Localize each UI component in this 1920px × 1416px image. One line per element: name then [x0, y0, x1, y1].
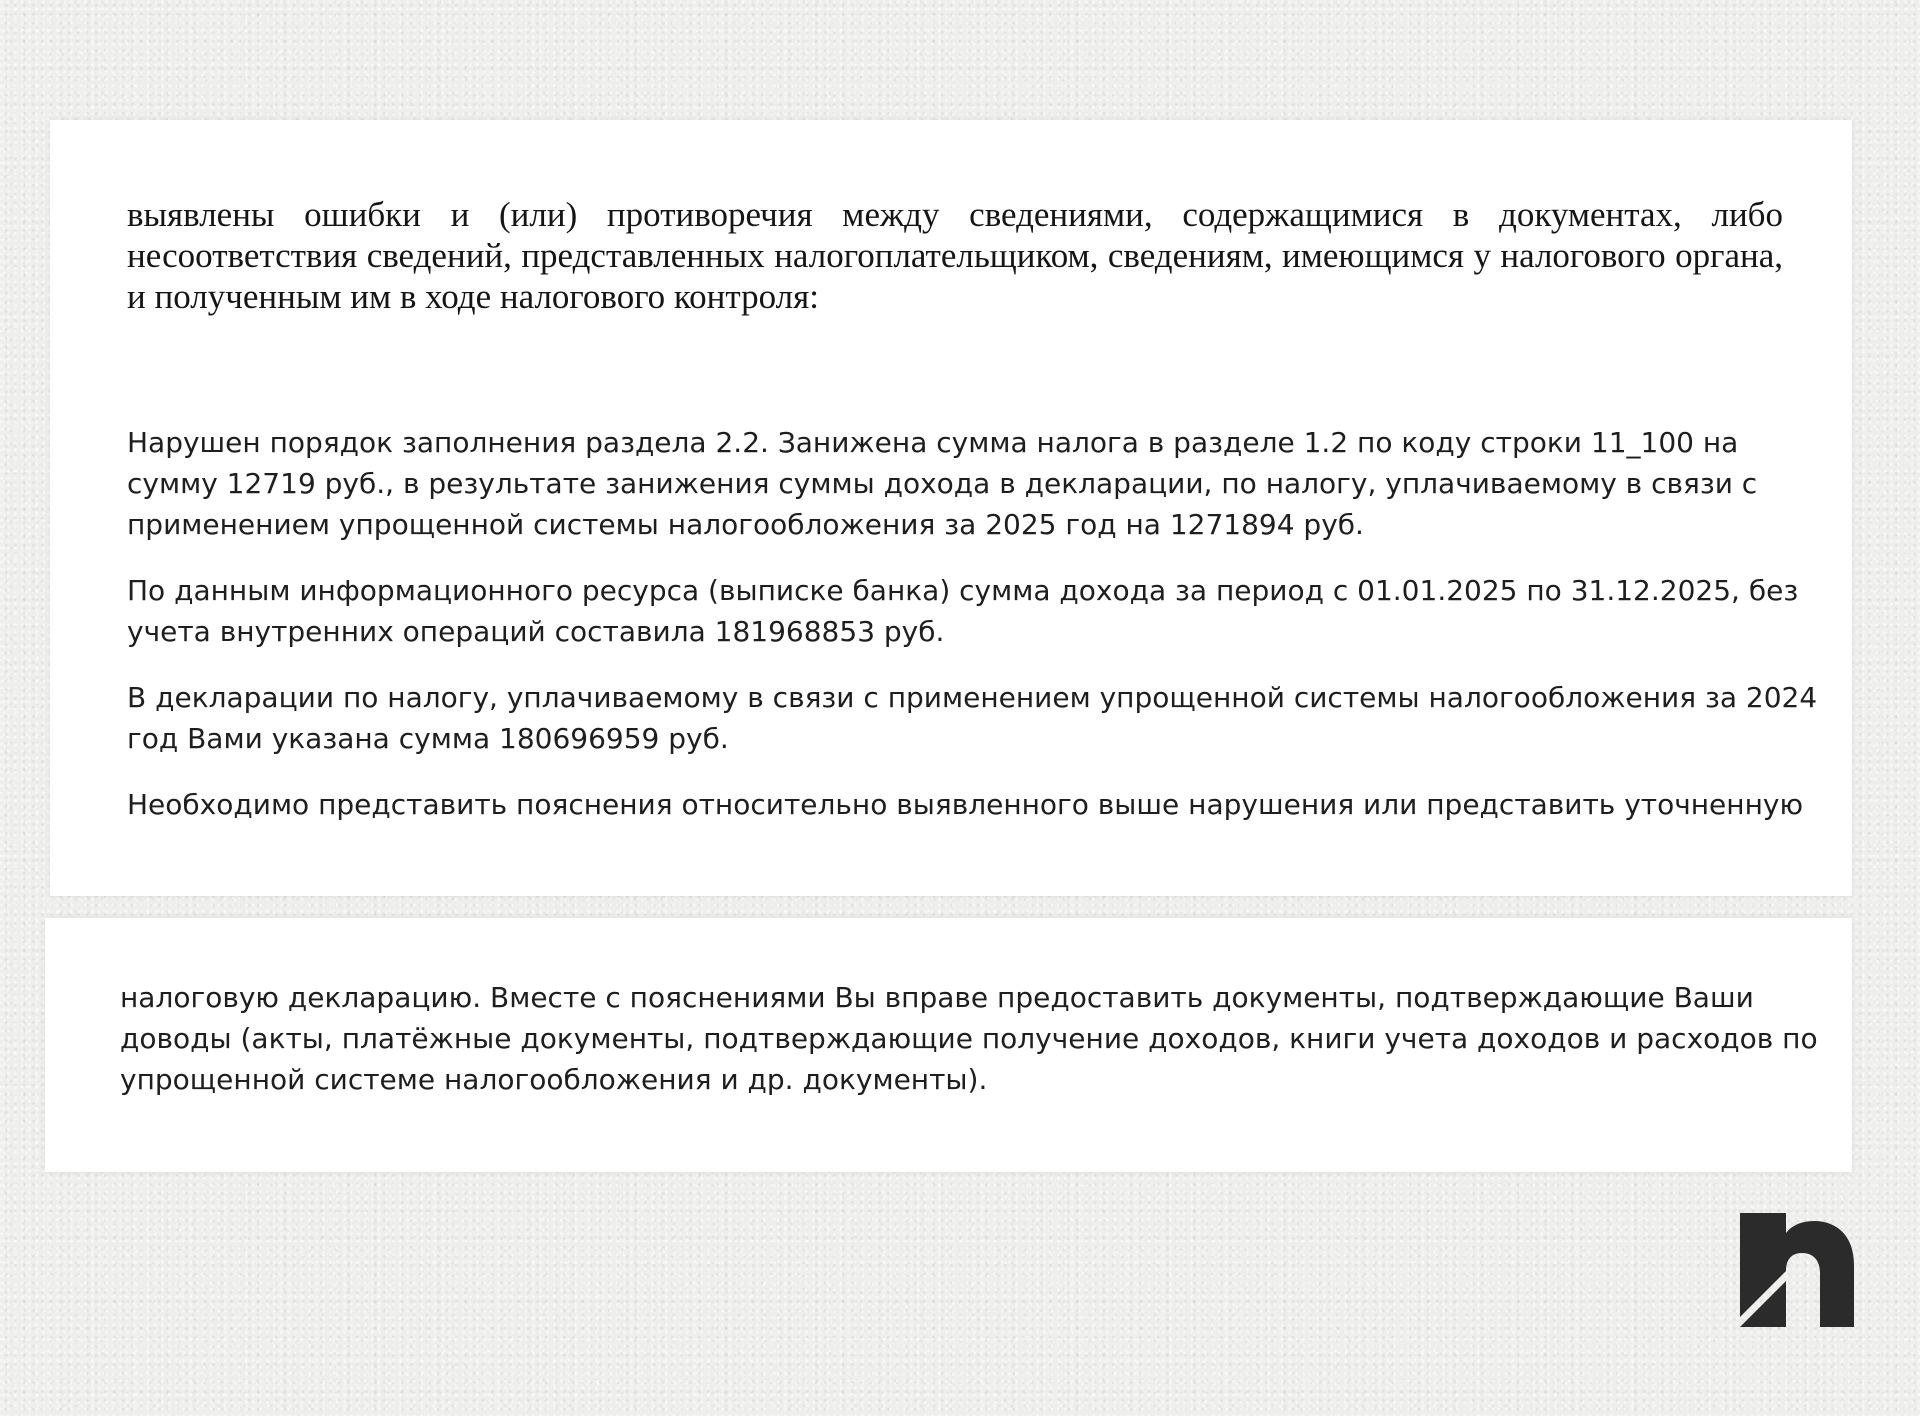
- document-page-1: [50, 120, 1852, 896]
- document-page-2: [45, 918, 1852, 1172]
- bank-data-paragraph: По данным информационного ресурса (выписке банка) сумма дохода за период с 01.01.2025 по 31.12.2025, без учета внутренних операций составила 181968853 руб.: [127, 574, 1799, 648]
- violation-paragraph: Нарушен порядок заполнения раздела 2.2. Занижена сумма налога в разделе 1.2 по коду строки 11_100 на сумму 12719 руб., в результате занижения суммы дохода в декларации, по налогу, уплачиваемому в связи с применением упрощенной системы налогообложения за 2025 год на 1271894 руб.: [127, 426, 1758, 541]
- brand-logo-shape: [1740, 1213, 1854, 1327]
- requirement-paragraph: Необходимо представить пояснения относительно выявленного выше нарушения или представить уточненную: [127, 788, 1804, 821]
- declared-amount-paragraph: В декларации по налогу, уплачиваемому в связи с применением упрощенной системы налогообложения за 2024 год Вами указана сумма 180696959 руб.: [127, 681, 1818, 755]
- continuation-paragraph: налоговую декларацию. Вместе с пояснениями Вы вправе предоставить документы, подтверждающие Ваши доводы (акты, платёжные документы, подтверждающие получение доходов, книги учета доходов и расходов по упрощенной системе налогообложения и др. документы).: [120, 981, 1818, 1096]
- brand-logo-icon: [1740, 1213, 1854, 1327]
- intro-paragraph: выявлены ошибки и (или) противоречия между сведениями, содержащимися в документах, либо несоответствия сведений, представленных налогоплательщиком, сведениям, имеющимся у налогового органа, и полученным им в ходе налогового контроля:: [127, 195, 1783, 316]
